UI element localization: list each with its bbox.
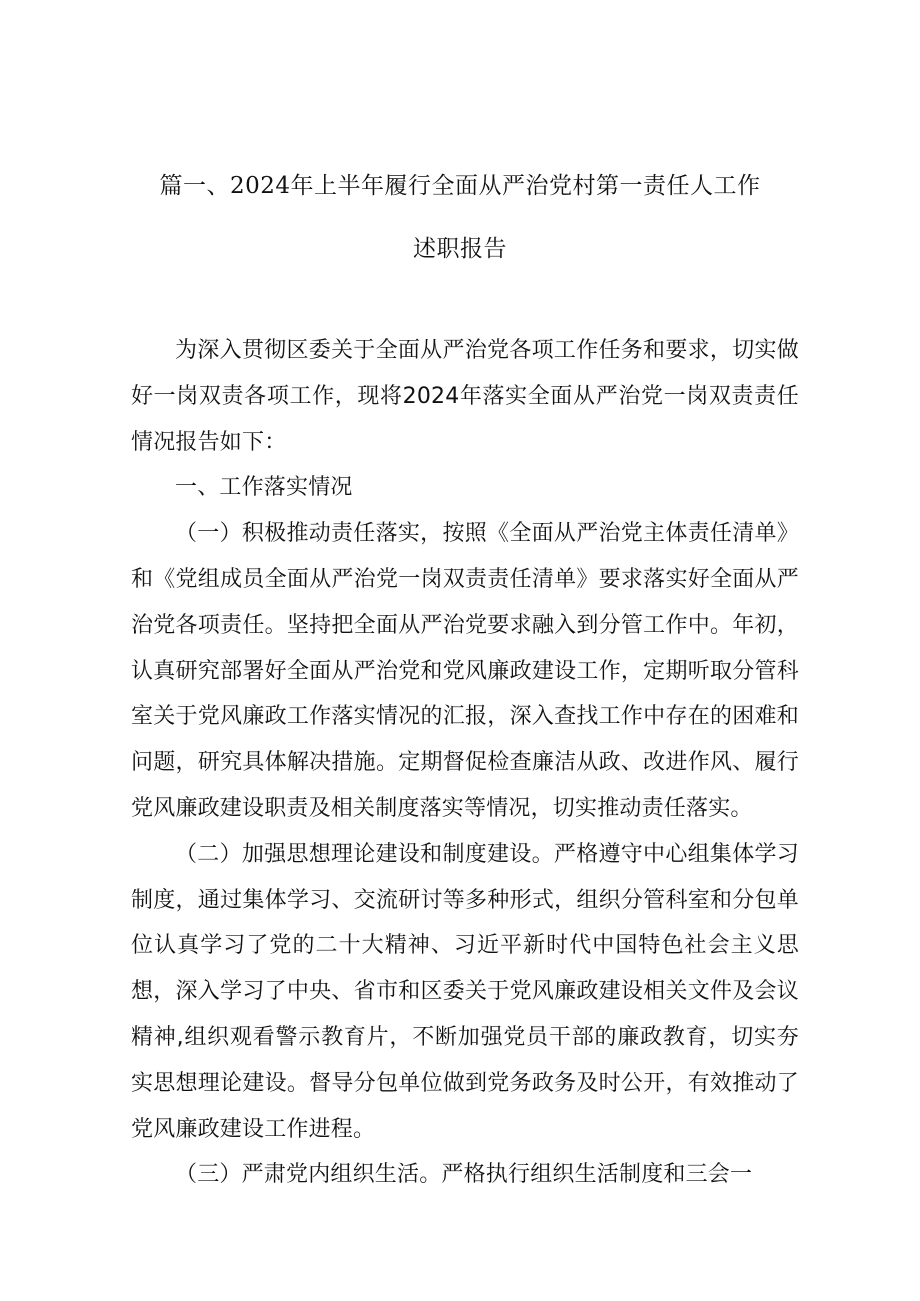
document-body xyxy=(131,328,799,1198)
paragraph-item-1: （一）积极推动责任落实，按照《全面从严治党主体责任清单》和《党组成员全面从严治党一岗双责责任清单》要求落实好全面从严治党各项责任。坚持把全面从严治党要求融入到分管工作中。年初，认真研究部署好全面从严治党和党风廉政建设工作，定期听取分管科室关于党风廉政工作落实情况的汇报，深入查找工作中存在的困难和问题，研究具体解决措施。定期督促检查廉洁从政、改进作风、履行党风廉政建设职责及相关制度落实等情况，切实推动责任落实。 xyxy=(131,521,799,821)
paragraph-item-3: （三）严肃党内组织生活。严格执行组织生活制度和三会一 xyxy=(175,1162,753,1188)
section-heading-1: 一、工作落实情况 xyxy=(175,475,353,501)
document-title-line-2: 述职报告 xyxy=(413,236,507,262)
intro-paragraph: 为深入贯彻区委关于全面从严治党各项工作任务和要求，切实做好一岗双责各项工作，现将2024年落实全面从严治党一岗双责责任情况报告如下： xyxy=(131,338,799,455)
document-title-line-1: 篇一、2024年上半年履行全面从严治党村第一责任人工作 xyxy=(159,173,761,199)
paragraph-item-2: （二）加强思想理论建设和制度建设。严格遵守中心组集体学习制度，通过集体学习、交流研讨等多种形式，组织分管科室和分包单位认真学习了党的二十大精神、习近平新时代中国特色社会主义思想，深入学习了中央、省市和区委关于党风廉政建设相关文件及会议精神,组织观看警示教育片，不断加强党员干部的廉政教育，切实夯实思想理论建设。督导分包单位做到党务政务及时公开，有效推动了党风廉政建设工作进程。 xyxy=(131,841,799,1142)
